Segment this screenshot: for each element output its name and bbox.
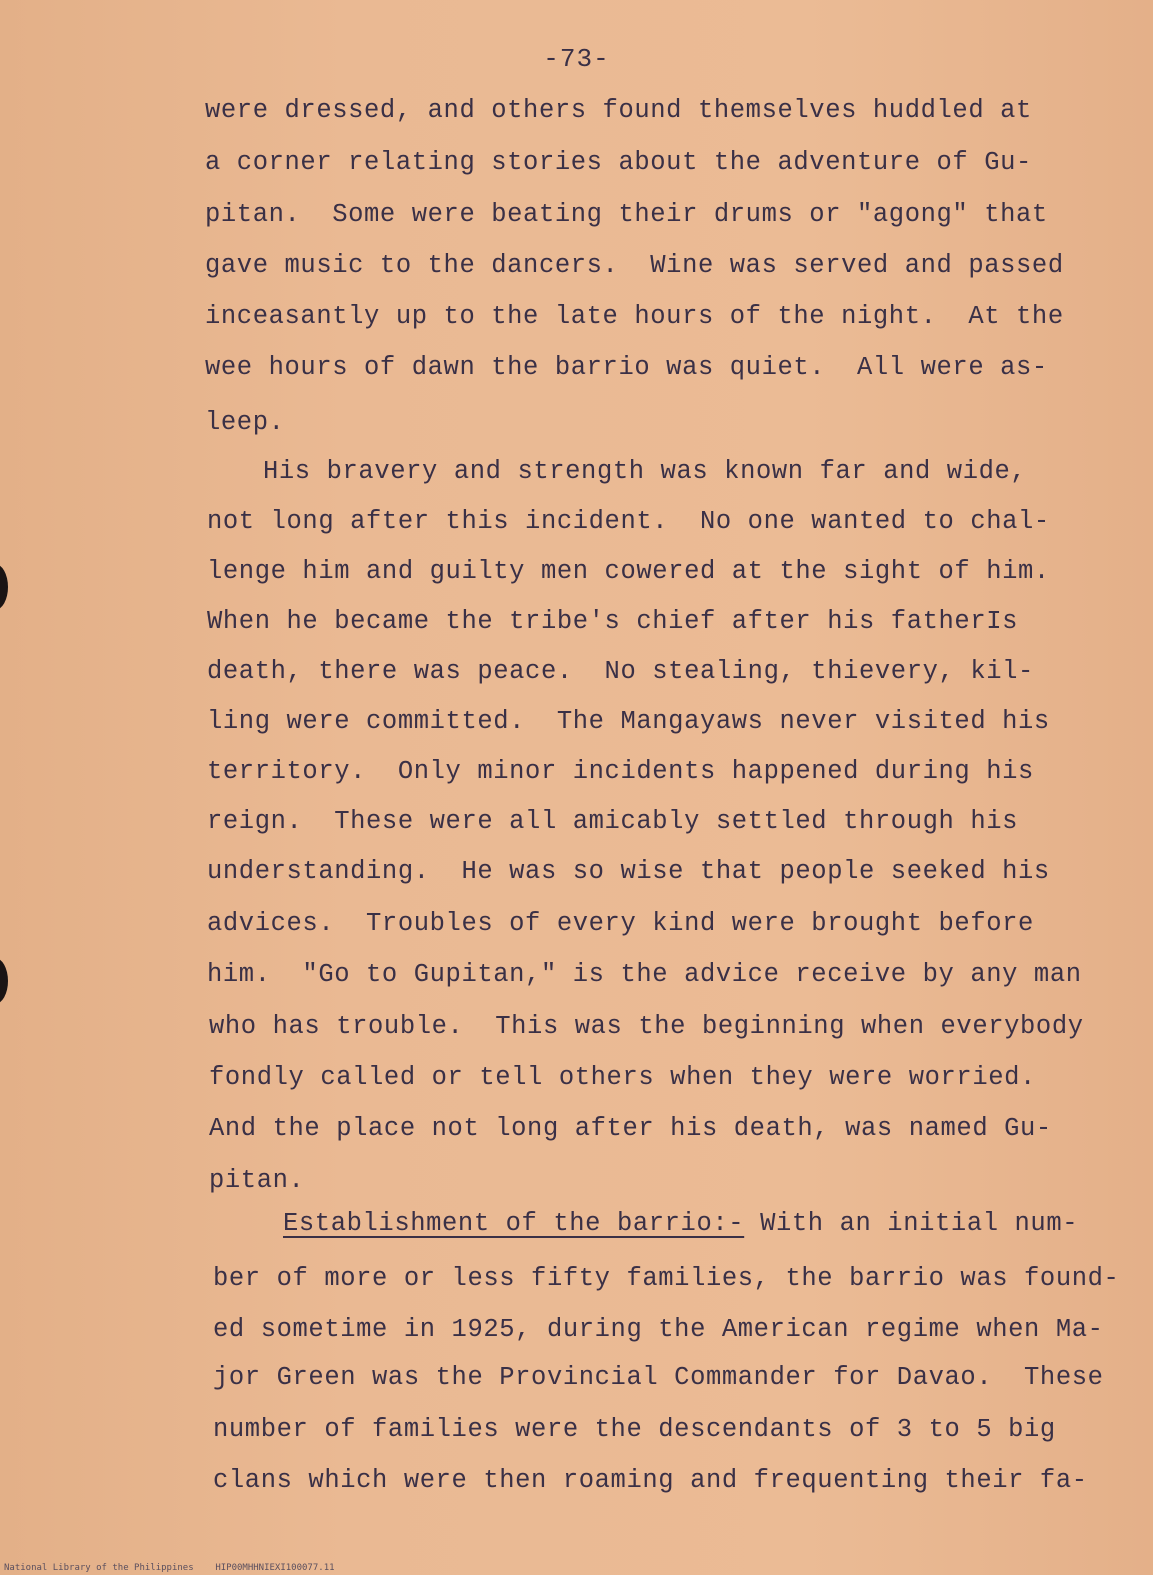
text-line: territory. Only minor incidents happened during his	[207, 757, 1034, 786]
section-first-line	[283, 1209, 1078, 1239]
text-line: ed sometime in 1925, during the American regime when Ma-	[213, 1315, 1104, 1344]
text-line: When he became the tribe's chief after his fatherIs	[207, 607, 1019, 636]
text-line: leep.	[205, 408, 285, 437]
text-line: clans which were then roaming and frequenting their fa-	[213, 1466, 1088, 1495]
text-line: number of families were the descendants of 3 to 5 big	[213, 1415, 1056, 1444]
text-line: a corner relating stories about the adventure of Gu-	[205, 148, 1032, 177]
section-heading: Establishment of the barrio:-	[283, 1209, 745, 1238]
text-line: gave music to the dancers. Wine was served and passed	[205, 251, 1064, 280]
archive-footer: National Library of the Philippines HIP00MHHNIEXI100077.11	[4, 1563, 335, 1573]
text-line: death, there was peace. No stealing, thievery, kil-	[207, 657, 1034, 686]
text-line: His bravery and strength was known far and wide,	[263, 457, 1027, 486]
text-line: jor Green was the Provincial Commander for Davao. These	[213, 1363, 1104, 1392]
text-line: him. "Go to Gupitan," is the advice receive by any man	[207, 960, 1082, 989]
text-line: advices. Troubles of every kind were brought before	[207, 909, 1034, 938]
text-line: fondly called or tell others when they were worried.	[209, 1063, 1036, 1092]
text-line: ber of more or less fifty families, the barrio was found-	[213, 1264, 1120, 1293]
punch-hole	[0, 958, 8, 1004]
text-line: pitan.	[209, 1166, 305, 1195]
text-line: not long after this incident. No one wanted to chal-	[207, 507, 1050, 536]
text-line: ling were committed. The Mangayaws never visited his	[207, 707, 1050, 736]
text-line: And the place not long after his death, was named Gu-	[209, 1114, 1052, 1143]
text-line: were dressed, and others found themselves huddled at	[205, 96, 1032, 125]
section-first-line-rest: With an initial num-	[744, 1209, 1079, 1238]
text-line: inceasantly up to the late hours of the night. At the	[205, 302, 1064, 331]
text-line: reign. These were all amicably settled through his	[207, 807, 1019, 836]
punch-hole	[0, 564, 8, 610]
text-line: pitan. Some were beating their drums or "agong" that	[205, 200, 1048, 229]
text-line: lenge him and guilty men cowered at the sight of him.	[207, 557, 1050, 586]
text-line: wee hours of dawn the barrio was quiet. All were as-	[205, 353, 1048, 382]
text-line: understanding. He was so wise that people seeked his	[207, 857, 1050, 886]
text-line: who has trouble. This was the beginning when everybody	[209, 1012, 1084, 1041]
page-number: -73-	[543, 44, 610, 74]
